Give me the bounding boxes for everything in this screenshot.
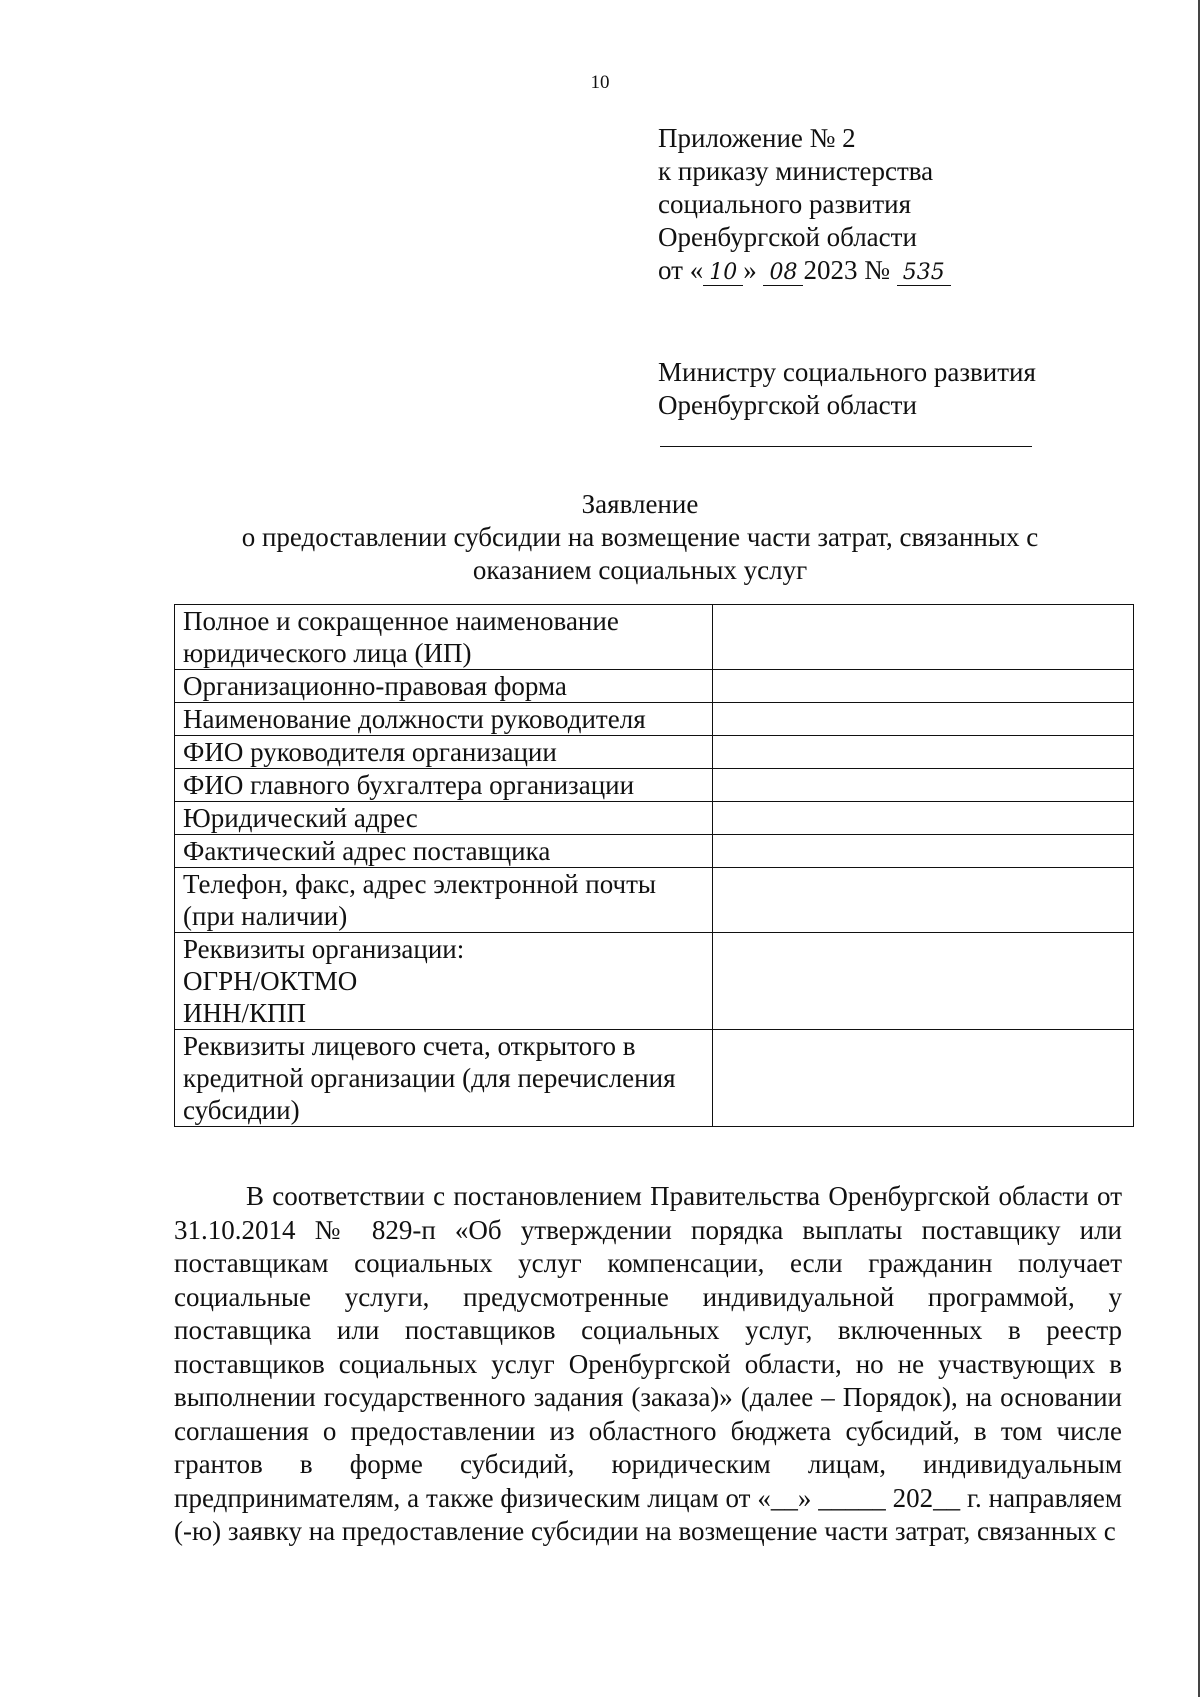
title-line-1: Заявление — [581, 489, 699, 519]
form-row-label: Организационно-правовая форма — [175, 670, 713, 703]
form-row — [175, 868, 1134, 933]
page-number: 10 — [590, 72, 610, 93]
form-row — [175, 1030, 1134, 1127]
form-row-label: Юридический адрес — [175, 802, 713, 835]
form-row-value-field[interactable] — [713, 868, 1134, 933]
addressee-block — [658, 356, 1036, 422]
form-row-label: Фактический адрес поставщика — [175, 835, 713, 868]
form-row — [175, 670, 1134, 703]
form-row-label: Наименование должности руководителя — [175, 703, 713, 736]
addressee-line-1: Министру социального развития — [658, 357, 1036, 387]
order-number-handwritten: 535 — [897, 261, 951, 286]
date-mid: » — [743, 255, 757, 285]
form-row — [175, 703, 1134, 736]
form-row — [175, 933, 1134, 1030]
body-paragraph: В соответствии с постановлением Правительства Оренбургской области от 31.10.2014 № 829-п «Об утверждении порядка выплаты поставщику или поставщикам социальных услуг компенсации, если гражданин получает социальные услуги, предусмотренные индивидуальной программой, у поставщика или поставщиков социальных услуг, включенных в реестр поставщиков социальных услуг Оренбургской области, но не участвующих в выполнении государственного задания (заказа)» (далее – Порядок), на основании соглашения о предоставлении из областного бюджета субсидий, в том числе грантов в форме субсидий, юридическим лицам, индивидуальным предпринимателям, а также физическим лицам от «__» _____ 202__ г. направляем (-ю) заявку на предоставление субсидии на возмещение части затрат, связанных с — [174, 1181, 1122, 1546]
form-row-value-field[interactable] — [713, 703, 1134, 736]
addressee-line-2: Оренбургской области — [658, 390, 917, 420]
appendix-date-line — [658, 254, 951, 287]
appendix-line-1: Приложение № 2 — [658, 123, 856, 153]
form-row — [175, 605, 1134, 670]
form-row-value-field[interactable] — [713, 802, 1134, 835]
form-row-value-field[interactable] — [713, 1030, 1134, 1127]
form-row-label: Реквизиты лицевого счета, открытого в кредитной организации (для перечисления субсидии) — [175, 1030, 713, 1127]
date-prefix: от « — [658, 255, 704, 285]
appendix-line-3: социального развития — [658, 189, 912, 219]
form-row-label: Телефон, факс, адрес электронной почты (при наличии) — [175, 868, 713, 933]
form-row-label: Полное и сокращенное наименование юридического лица (ИП) — [175, 605, 713, 670]
title-line-2: о предоставлении субсидии на возмещение части затрат, связанных с — [241, 522, 1039, 552]
form-row — [175, 769, 1134, 802]
form-row-value-field[interactable] — [713, 835, 1134, 868]
appendix-line-2: к приказу министерства — [658, 156, 934, 186]
date-year: 2023 № — [803, 255, 890, 285]
document-title — [180, 488, 1100, 587]
body-text — [174, 1180, 1122, 1549]
form-row-value-field[interactable] — [713, 769, 1134, 802]
addressee-signature-line — [660, 446, 1032, 447]
form-row-label: ФИО главного бухгалтера организации — [175, 769, 713, 802]
form-row-value-field[interactable] — [713, 933, 1134, 1030]
form-row — [175, 835, 1134, 868]
form-row — [175, 802, 1134, 835]
application-form-table — [174, 604, 1134, 1127]
form-row-value-field[interactable] — [713, 670, 1134, 703]
appendix-block — [658, 122, 951, 287]
form-row-label: ФИО руководителя организации — [175, 736, 713, 769]
form-row — [175, 736, 1134, 769]
form-row-value-field[interactable] — [713, 736, 1134, 769]
title-line-3: оказанием социальных услуг — [472, 555, 808, 585]
appendix-line-4: Оренбургской области — [658, 222, 917, 252]
date-day-handwritten: 10 — [703, 261, 743, 286]
form-row-label: Реквизиты организации: ОГРН/ОКТМО ИНН/КПП — [175, 933, 713, 1030]
form-row-value-field[interactable] — [713, 605, 1134, 670]
date-month-handwritten: 08 — [763, 261, 803, 286]
